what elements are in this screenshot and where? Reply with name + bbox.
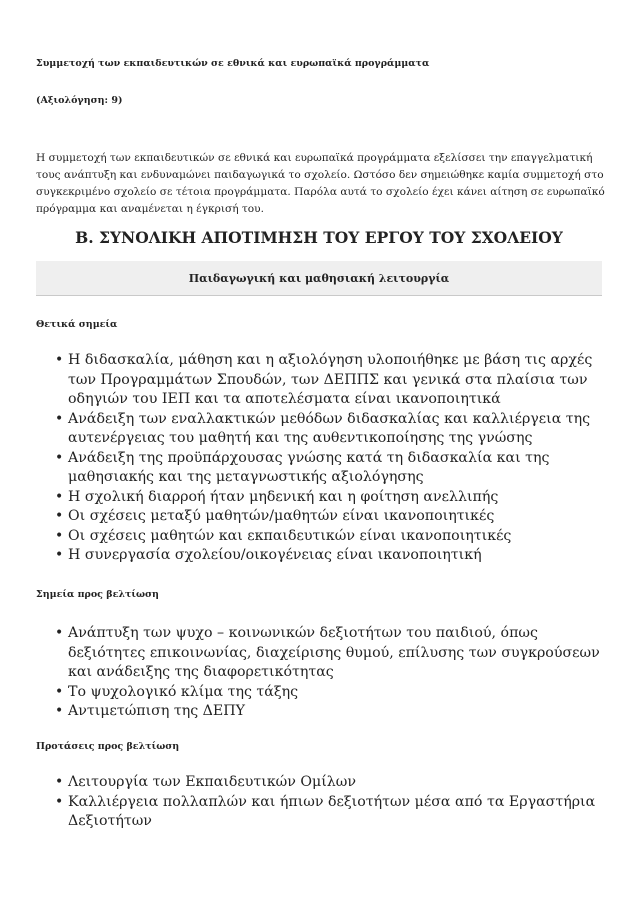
list-item: • Λειτουργία των Εκπαιδευτικών Ομίλων — [0, 773, 608, 793]
list-item: • Ανάδειξη της προϋπάρχουσας γνώσης κατά τη διδασκαλία και της μαθησιακής και της μεταγνωστικής αξιολόγησης — [0, 449, 608, 488]
improvements-list — [0, 624, 608, 722]
participation-title: Συμμετοχή των εκπαιδευτικών σε εθνικά και ευρωπαϊκά προγράμματα — [36, 58, 430, 69]
positives-list — [0, 351, 608, 566]
positives-label: Θετικά σημεία — [36, 319, 118, 330]
list-item: • Η σχολική διαρροή ήταν μηδενική και η φοίτηση ανελλιπής — [0, 488, 608, 508]
rating-text: (Αξιολόγηση: 9) — [36, 95, 123, 106]
proposals-label: Προτάσεις προς βελτίωση — [36, 741, 180, 752]
proposals-list — [0, 773, 608, 832]
section-title: Παιδαγωγική και μαθησιακή λειτουργία — [188, 271, 450, 285]
list-item: • Η διδασκαλία, μάθηση και η αξιολόγηση υλοποιήθηκε με βάση τις αρχές των Προγραμμάτων Σπουδών, των ΔΕΠΠΣ και γενικά στα πλαίσια των οδηγιών του ΙΕΠ και τα αποτελέσματα είναι ικανοποιητικά — [0, 351, 608, 410]
list-item: • Ανάδειξη των εναλλακτικών μεθόδων διδασκαλίας και καλλιέργεια της αυτενέργειας του μαθητή και της αυθεντικοποίησης της γνώσης — [0, 410, 608, 449]
list-item: • Αντιμετώπιση της ΔΕΠΥ — [0, 702, 608, 722]
improvements-label: Σημεία προς βελτίωση — [36, 589, 159, 600]
list-item: • Ανάπτυξη των ψυχο – κοινωνικών δεξιοτήτων του παιδιού, όπως δεξιότητες επικοινωνίας, διαχείρισης θυμού, επίλυσης των συγκρούσεων και ανάδειξης της διαφορετικότητας — [0, 624, 608, 683]
main-heading: Β. ΣΥΝΟΛΙΚΗ ΑΠΟΤΙΜΗΣΗ ΤΟΥ ΕΡΓΟΥ ΤΟΥ ΣΧΟΛΕΙΟΥ — [75, 228, 563, 247]
list-item: • Το ψυχολογικό κλίμα της τάξης — [0, 683, 608, 703]
section-header-bar — [36, 261, 602, 296]
participation-paragraph: Η συμμετοχή των εκπαιδευτικών σε εθνικά και ευρωπαϊκά προγράμματα εξελίσσει την επαγγελματική τους ανάπτυξη και ενδυναμώνει παιδαγωγικά το σχολείο. Ωστόσο δεν σημειώθηκε καμία συμμετοχή στο συγκεκριμένο σχολείο σε τέτοια προγράμματα. Παρόλα αυτά το σχολείο έχει κάνει αίτηση σε ευρωπαϊκό πρόγραμμα και αναμένεται η έγκρισή του. — [36, 152, 605, 215]
list-item: • Οι σχέσεις μαθητών και εκπαιδευτικών είναι ικανοποιητικές — [0, 527, 608, 547]
list-item: • Καλλιέργεια πολλαπλών και ήπιων δεξιοτήτων μέσα από τα Εργαστήρια Δεξιοτήτων — [0, 793, 608, 832]
list-item: • Η συνεργασία σχολείου/οικογένειας είναι ικανοποιητική — [0, 546, 608, 566]
list-item: • Οι σχέσεις μεταξύ μαθητών/μαθητών είναι ικανοποιητικές — [0, 507, 608, 527]
